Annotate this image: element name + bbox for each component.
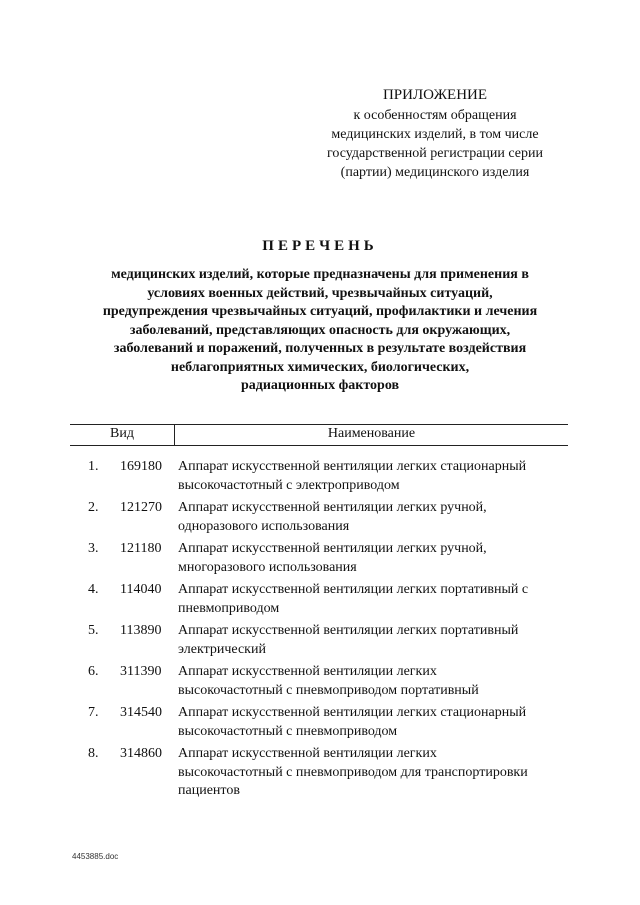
row-number: 8.	[88, 746, 99, 761]
subtitle-line: заболеваний и поражений, полученных в результате воздействия	[113, 341, 527, 356]
subtitle-line: условиях военных действий, чрезвычайных ситуаций,	[147, 285, 493, 301]
footer-filename: 4453885.doc	[72, 852, 119, 861]
subtitle-line: радиационных факторов	[240, 378, 400, 393]
table-row	[70, 540, 568, 577]
column-header-vid: Вид	[110, 426, 134, 441]
appendix-line: медицинских изделий, в том числе	[331, 127, 539, 142]
row-device-name	[178, 663, 568, 700]
row-number: 6.	[88, 664, 99, 679]
table-header	[70, 424, 568, 446]
row-device-name	[178, 622, 568, 659]
row-device-name	[178, 540, 568, 577]
subtitle-line: неблагоприятных химических, биологических,	[170, 359, 470, 375]
column-header-name: Наименование	[327, 426, 416, 441]
document-title: ПЕРЕЧЕНЬ	[262, 238, 378, 254]
device-name-line: Аппарат искусственной вентиляции легких портативный	[178, 623, 519, 638]
row-number: 5.	[88, 623, 99, 638]
row-type-code: 121270	[120, 500, 162, 515]
table-row	[70, 458, 568, 495]
table-row	[70, 663, 568, 700]
row-type-code: 314540	[120, 705, 162, 720]
device-name-line: Аппарат искусственной вентиляции легких стационарный	[178, 459, 527, 474]
device-name-line: высокочастотный с пневмоприводом портативный	[178, 682, 479, 698]
row-type-code: 121180	[120, 541, 162, 556]
row-device-name	[178, 745, 568, 801]
row-number: 2.	[88, 500, 99, 515]
row-number: 7.	[88, 705, 99, 720]
row-device-name	[178, 704, 568, 741]
appendix-heading: ПРИЛОЖЕНИЕ	[382, 87, 488, 103]
appendix-line: государственной регистрации серии	[326, 146, 543, 161]
device-name-line: Аппарат искусственной вентиляции легких	[178, 746, 437, 761]
device-name-line: Аппарат искусственной вентиляции легких ручной,	[178, 541, 487, 556]
row-type-code: 113890	[120, 623, 162, 638]
device-name-line: многоразового использования	[178, 559, 357, 575]
device-name-line: пациентов	[178, 783, 240, 798]
table-body	[70, 458, 568, 805]
row-device-name	[178, 499, 568, 536]
table-row	[70, 499, 568, 536]
document-subtitle	[78, 266, 562, 396]
subtitle-line: заболеваний, представляющих опасность для окружающих,	[129, 322, 511, 338]
row-device-name	[178, 581, 568, 618]
appendix-line: к особенностям обращения	[353, 108, 517, 123]
device-name-line: Аппарат искусственной вентиляции легких ручной,	[178, 500, 487, 515]
row-number: 3.	[88, 541, 99, 556]
table-row	[70, 622, 568, 659]
row-type-code: 314860	[120, 746, 162, 761]
row-device-name	[178, 458, 568, 495]
row-number: 1.	[88, 459, 99, 474]
appendix-block	[300, 86, 570, 182]
subtitle-line: медицинских изделий, которые предназначены для применения в	[111, 267, 529, 282]
appendix-line: (партии) медицинского изделия	[340, 165, 530, 180]
device-name-line: электрический	[178, 641, 266, 657]
row-type-code: 169180	[120, 459, 162, 474]
table-row	[70, 581, 568, 618]
device-name-line: Аппарат искусственной вентиляции легких	[178, 664, 437, 679]
device-name-line: Аппарат искусственной вентиляции легких портативный с	[178, 582, 529, 597]
row-type-code: 114040	[120, 582, 162, 597]
device-name-line: высокочастотный с электроприводом	[178, 477, 400, 493]
subtitle-line: предупреждения чрезвычайных ситуаций, профилактики и лечения	[102, 304, 538, 319]
device-name-line: высокочастотный с пневмоприводом	[178, 723, 398, 739]
device-name-line: одноразового использования	[178, 518, 350, 534]
device-name-line: Аппарат искусственной вентиляции легких стационарный	[178, 705, 527, 720]
table-row	[70, 704, 568, 741]
row-number: 4.	[88, 582, 99, 597]
table-row	[70, 745, 568, 801]
device-name-line: пневмоприводом	[178, 600, 280, 616]
row-type-code: 311390	[120, 664, 162, 679]
device-name-line: высокочастотный с пневмоприводом для транспортировки	[178, 764, 528, 780]
